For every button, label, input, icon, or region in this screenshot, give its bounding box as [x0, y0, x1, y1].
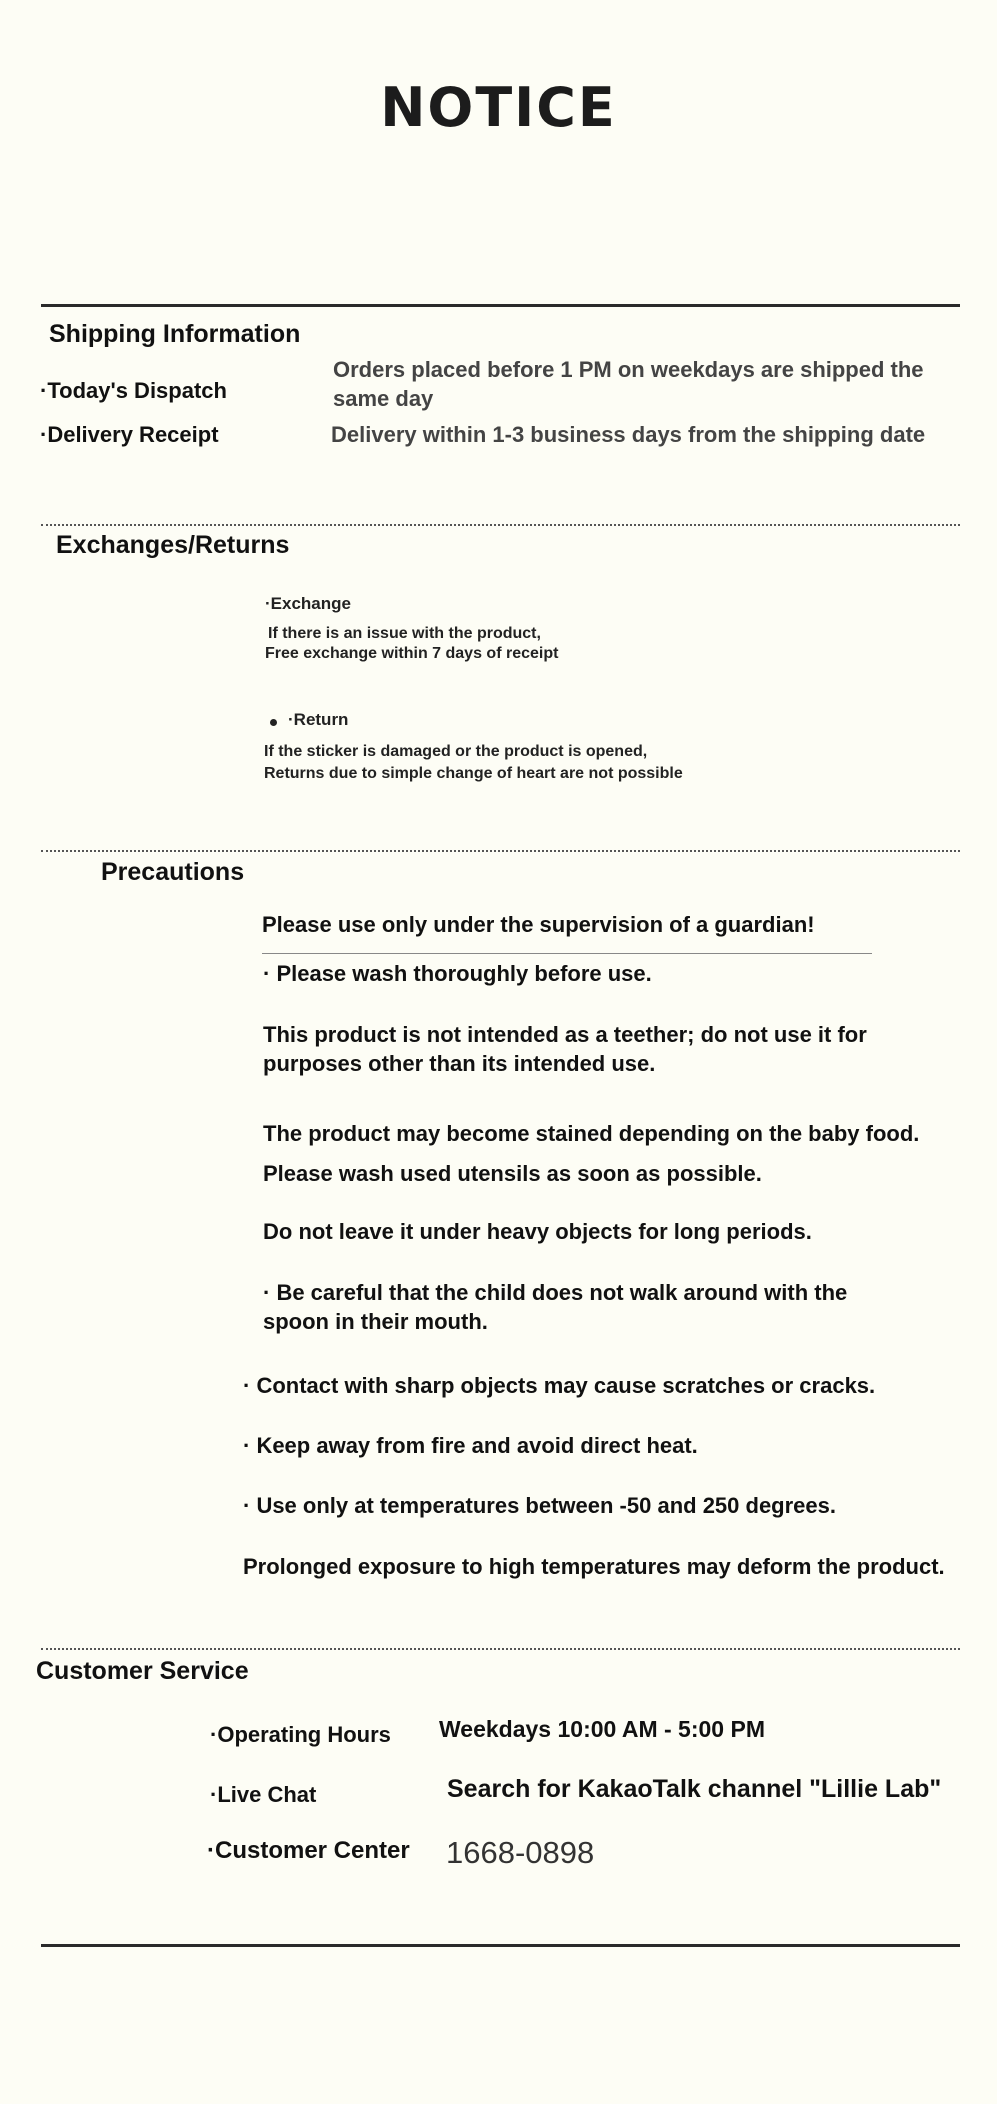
live-chat-label: ·Live Chat	[210, 1782, 317, 1807]
precaution-item: purposes other than its intended use.	[263, 1051, 656, 1076]
precaution-item: Please wash used utensils as soon as possible.	[263, 1161, 762, 1186]
precaution-item: spoon in their mouth.	[263, 1309, 488, 1334]
dispatch-label: ·Today's Dispatch	[40, 378, 227, 403]
shipping-heading: Shipping Information	[49, 320, 301, 348]
operating-hours-value: Weekdays 10:00 AM - 5:00 PM	[439, 1716, 765, 1742]
divider-exchanges	[41, 850, 960, 852]
dispatch-value: Orders placed before 1 PM on weekdays are shipped the same day	[333, 357, 924, 411]
return-label: ·Return	[288, 710, 349, 729]
precaution-item: · Be careful that the child does not walk around with the	[263, 1280, 848, 1305]
receipt-value: Delivery within 1-3 business days from the shipping date	[331, 422, 926, 447]
receipt-label: ·Delivery Receipt	[40, 422, 219, 447]
customer-service-heading: Customer Service	[36, 1657, 249, 1685]
precaution-item: Prolonged exposure to high temperatures may deform the product.	[243, 1554, 945, 1579]
divider-precautions	[41, 1648, 960, 1650]
top-divider	[41, 304, 960, 307]
exchange-line-2: Free exchange within 7 days of receipt	[265, 645, 559, 662]
return-bullet-dot	[270, 719, 277, 726]
live-chat-value: Search for KakaoTalk channel "Lillie Lab"	[447, 1775, 942, 1803]
exchange-label: ·Exchange	[265, 594, 351, 613]
precaution-item: The product may become stained depending on the baby food.	[263, 1121, 920, 1146]
precaution-item: This product is not intended as a teether; do not use it for	[263, 1022, 867, 1047]
customer-center-phone[interactable]: 1668-0898	[446, 1835, 595, 1870]
precaution-item: · Keep away from fire and avoid direct heat.	[243, 1433, 698, 1458]
return-line-2: Returns due to simple change of heart are not possible	[264, 765, 683, 782]
divider-shipping	[41, 524, 960, 526]
bottom-divider	[41, 1944, 960, 1947]
exchange-line-1: If there is an issue with the product,	[268, 625, 541, 642]
return-line-1: If the sticker is damaged or the product is opened,	[264, 743, 648, 760]
precaution-item: · Use only at temperatures between -50 and 250 degrees.	[243, 1493, 837, 1518]
precaution-item: Do not leave it under heavy objects for long periods.	[263, 1219, 812, 1244]
precaution-item: · Contact with sharp objects may cause scratches or cracks.	[243, 1373, 876, 1398]
page-title: NOTICE	[380, 76, 617, 139]
supervision-underline	[262, 953, 872, 954]
precaution-item: · Please wash thoroughly before use.	[263, 961, 652, 986]
supervision-note: Please use only under the supervision of a guardian!	[262, 912, 815, 937]
exchanges-heading: Exchanges/Returns	[56, 531, 290, 559]
operating-hours-label: ·Operating Hours	[210, 1722, 391, 1747]
precautions-heading: Precautions	[101, 858, 245, 886]
customer-center-label: ·Customer Center	[207, 1837, 410, 1864]
